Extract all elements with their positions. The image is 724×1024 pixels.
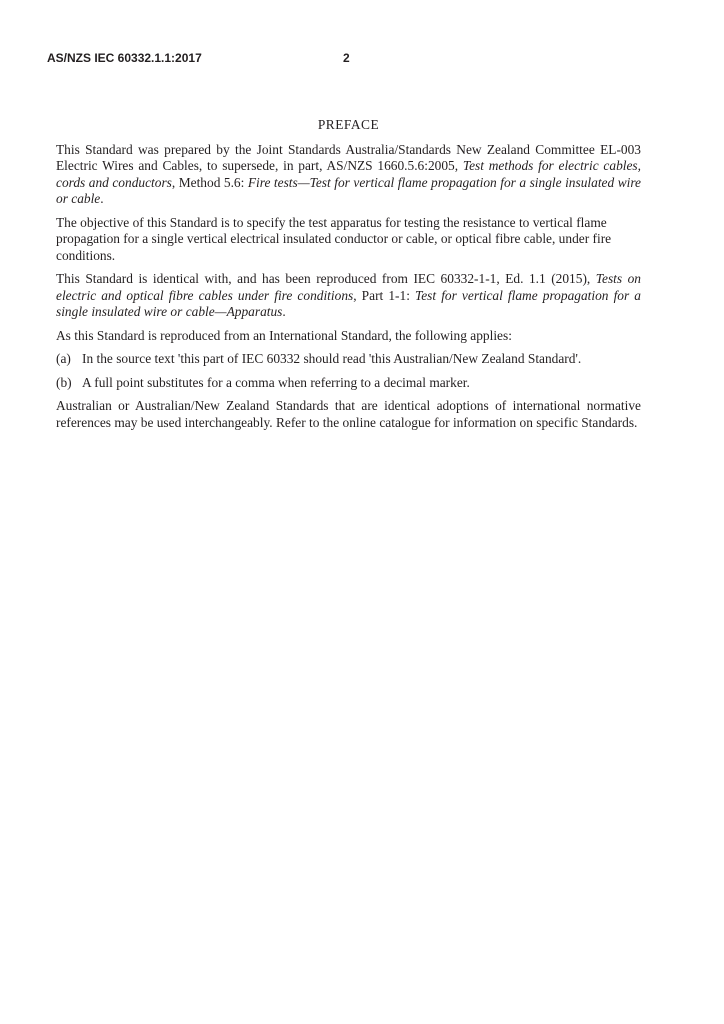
committee-text-part1: This Standard was prepared by the Joint Standards Australia/Standards New Zealand Committee EL-003 Electric Wires and Cables, to supersede, in part, AS/NZS 1660.5.6:2005, [56, 141, 641, 173]
committee-italic-title2: Fire tests—Test for vertical flame propagation for a single insulated wire or cable [56, 174, 641, 206]
list-item-label: (a) [56, 351, 71, 366]
list-item-text: In the source text 'this part of IEC 60332 should read 'this Australian/New Zealand Standard'. [82, 351, 582, 366]
list-item [56, 351, 641, 368]
source-text-part3: . [282, 304, 286, 319]
preface-paragraph-source [56, 271, 641, 321]
preface-paragraph-applies: As this Standard is reproduced from an International Standard, the following applies: [56, 327, 512, 343]
document-identifier: AS/NZS IEC 60332.1.1:2017 [47, 51, 202, 65]
preface-paragraph-objective: The objective of this Standard is to specify the test apparatus for testing the resistance to vertical flame propagation for a single vertical electrical insulated conductor or cable, or optical fibre cable, under fire conditions. [56, 214, 612, 263]
list-item-text: A full point substitutes for a comma when referring to a decimal marker. [82, 374, 470, 390]
preface-heading: PREFACE [317, 117, 380, 132]
running-header [47, 50, 667, 66]
committee-italic-title1: Test methods for electric cables, cords and conductors [56, 158, 641, 190]
committee-text-part3: . [100, 191, 104, 206]
source-text-part1: This Standard is identical with, and has been reproduced from IEC 60332-1-1, Ed. 1.1 (2015), [56, 271, 596, 286]
preface-paragraph-references: Australian or Australian/New Zealand Standards that are identical adoptions of international normative references may be used interchangeably. Refer to the online catalogue for information on specific Standards. [56, 398, 641, 430]
source-text-part2: , Part 1-1: [353, 287, 416, 303]
preface-content [56, 117, 641, 438]
list-item-label: (b) [56, 374, 72, 390]
preface-paragraph-committee [56, 142, 641, 208]
committee-text-part2: , Method 5.6: [171, 174, 248, 190]
page-number: 2 [343, 51, 350, 65]
list-item [56, 375, 641, 392]
source-italic-title1: Tests on electric and optical fibre cables under fire conditions [56, 271, 641, 303]
source-italic-title2: Test for vertical flame propagation for a single insulated wire or cable—Apparatus [56, 287, 641, 319]
